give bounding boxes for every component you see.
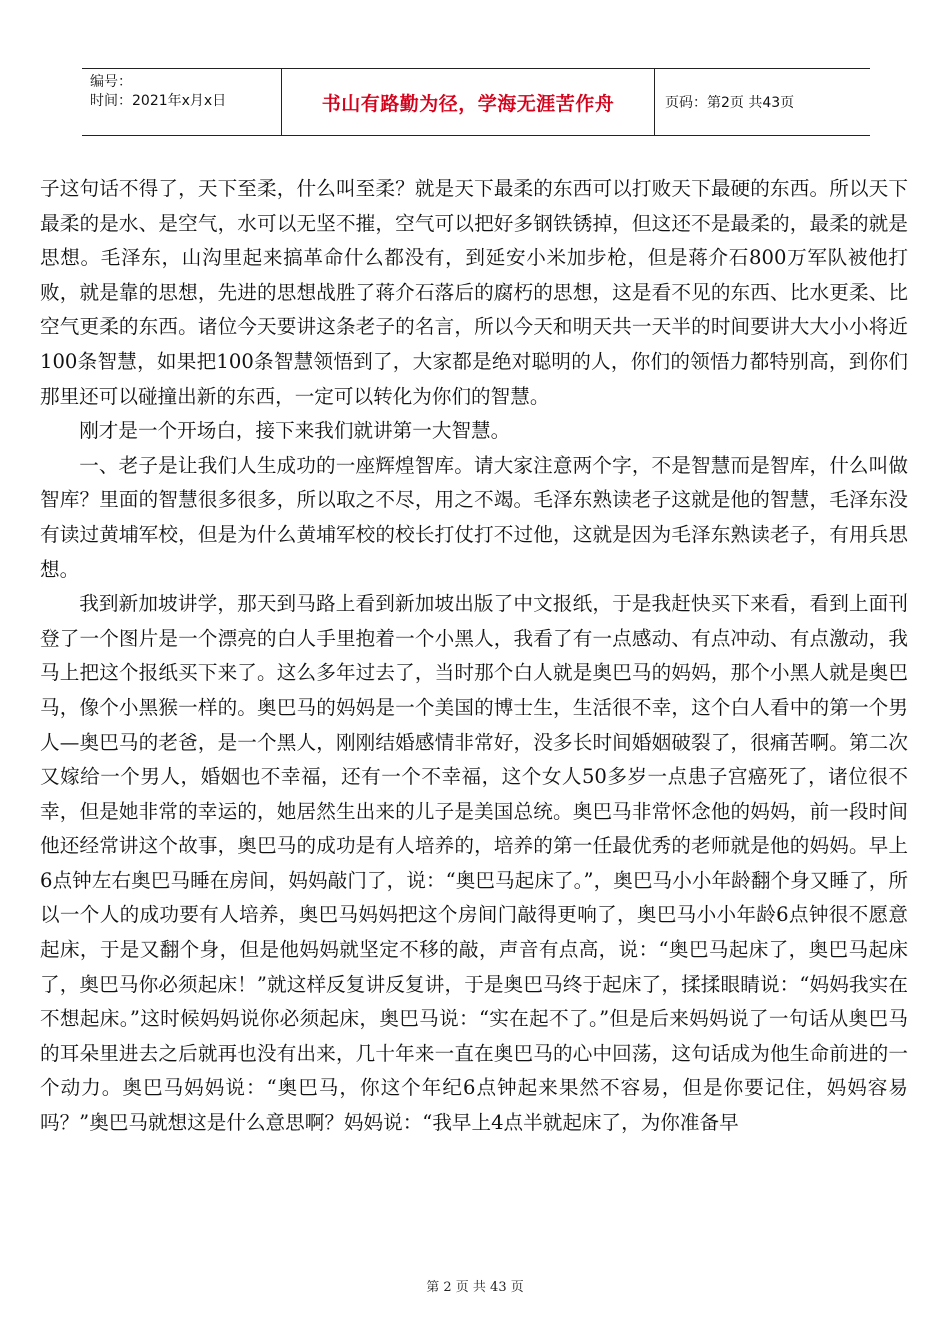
body-paragraph: 我到新加坡讲学，那天到马路上看到新加坡出版了中文报纸，于是我赶快买下来看，看到上面刊登了一个图片是一个漂亮的白人手里抱着一个小黑人，我看了有一点感动、有点冲动、有点激动，我马上把这个报纸买下来了。这么多年过去了，当时那个白人就是奥巴马的妈妈，那个小黑人就是奥巴马，像个小黑猴一样的。奥巴马的妈妈是一个美国的博士生，生活很不幸，这个白人看中的第一个男人—奥巴马的老爸，是一个黑人，刚刚结婚感情非常好，没多长时间婚姻破裂了，很痛苦啊。第二次又嫁给一个男人，婚姻也不幸福，还有一个不幸福，这个女人50多岁一点患子宫癌死了，诸位很不幸，但是她非常的幸运的，她居然生出来的儿子是美国总统。奥巴马非常怀念他的妈妈，前一段时间他还经常讲这个故事，奥巴马的成功是有人培养的，培养的第一任最优秀的老师就是他的妈妈。早上6点钟左右奥巴马睡在房间，妈妈敲门了，说：“奥巴马起床了。”，奥巴马小小年龄翻个身又睡了，所以一个人的成功要有人培养，奥巴马妈妈把这个房间门敲得更响了，奥巴马小小年龄6点钟很不愿意起床，于是又翻个身，但是他妈妈就坚定不移的敲，声音有点高，说：“奥巴马起床了，奥巴马起床了，奥巴马你必须起床！”就这样反复讲反复讲，于是奥巴马终于起床了，揉揉眼睛说：“妈妈我实在不想起床。”这时候妈妈说你必须起床，奥巴马说：“实在起不了。”但是后来妈妈说了一句话从奥巴马的耳朵里进去之后就再也没有出来，几十年来一直在奥巴马的心中回荡，这句话成为他生命前进的一个动力。奥巴马妈妈说：“奥巴马，你这个年纪6点钟起来果然不容易，但是你要记住，妈妈容易吗？”奥巴马就想这是什么意思啊？妈妈说：“我早上4点半就起床了，为你准备早 (40, 592, 908, 1135)
page-header (82, 68, 870, 136)
header-motto: 书山有路勤为径，学海无涯苦作舟 (282, 69, 655, 135)
body-paragraph: 一、老子是让我们人生成功的一座辉煌智库。请大家注意两个字，不是智慧而是智库，什么叫做智库？里面的智慧很多很多，所以取之不尽，用之不竭。毛泽东熟读老子这就是他的智慧，毛泽东没有读过黄埔军校，但是为什么黄埔军校的校长打仗打不过他，这就是因为毛泽东熟读老子，有用兵思想。 (40, 453, 908, 581)
page-footer: 第 2 页 共 43 页 (426, 1280, 524, 1295)
document-body (40, 172, 908, 1141)
document-number-label: 编号： (90, 74, 132, 90)
document-time-label: 时间：2021年x月x日 (90, 93, 227, 109)
header-page-number: 页码：第2页 共43页 (665, 95, 795, 111)
body-paragraph: 子这句话不得了，天下至柔，什么叫至柔？就是天下最柔的东西可以打败天下最硬的东西。所以天下最柔的是水、是空气，水可以无坚不摧，空气可以把好多钢铁锈掉，但这还不是最柔的，最柔的就是思想。毛泽东，山沟里起来搞革命什么都没有，到延安小米加步枪，但是蒋介石800万军队被他打败，就是靠的思想，先进的思想战胜了蒋介石落后的腐朽的思想，这是看不见的东西、比水更柔、比空气更柔的东西。诸位今天要讲这条老子的名言，所以今天和明天共一天半的时间要讲大大小小将近100条智慧，如果把100条智慧领悟到了，大家都是绝对聪明的人，你们的领悟力都特别高，到你们那里还可以碰撞出新的东西，一定可以转化为你们的智慧。 (40, 177, 908, 408)
body-paragraph: 刚才是一个开场白，接下来我们就讲第一大智慧。 (79, 419, 511, 443)
header-meta-cell (82, 69, 282, 135)
